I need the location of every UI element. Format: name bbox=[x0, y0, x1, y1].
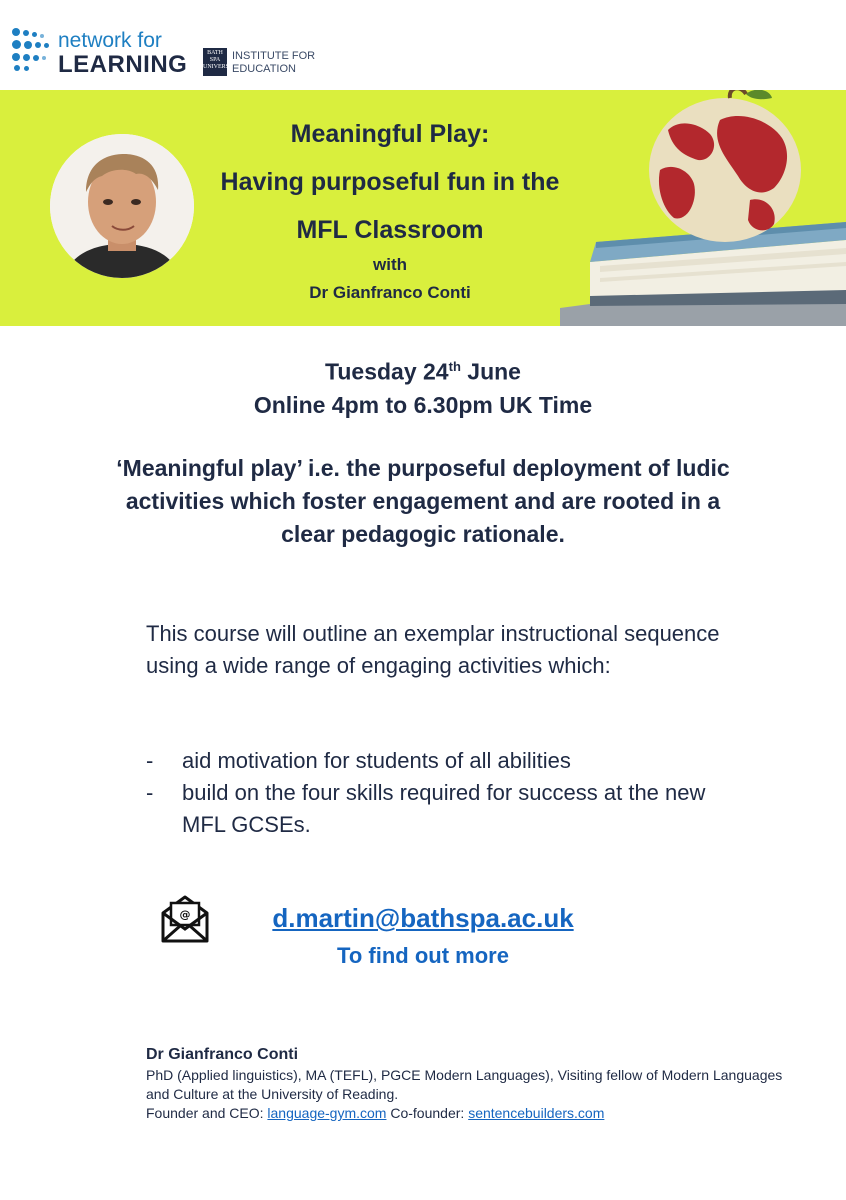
founder-label: Founder and CEO: bbox=[146, 1105, 268, 1121]
institute-line2: EDUCATION bbox=[232, 63, 296, 75]
network-line2: LEARNING bbox=[58, 51, 188, 78]
bullet-dash: - bbox=[146, 748, 154, 773]
event-date bbox=[0, 350, 846, 389]
title-line2: Having purposeful fun in the bbox=[220, 168, 560, 196]
language-gym-link[interactable]: language-gym.com bbox=[267, 1105, 387, 1121]
institute-wordmark bbox=[232, 50, 315, 76]
title-line1: Meaningful Play: bbox=[290, 120, 490, 148]
date-month: June bbox=[460, 358, 521, 385]
date-day: Tuesday 24 bbox=[325, 358, 449, 385]
sentencebuilders-link[interactable]: sentencebuilders.com bbox=[468, 1105, 605, 1121]
apple-on-books-icon bbox=[560, 90, 846, 326]
list-item bbox=[146, 745, 746, 777]
bullet-text: build on the four skills required for success at the new MFL GCSEs. bbox=[182, 780, 706, 837]
institute-line1: INSTITUTE FOR bbox=[232, 50, 316, 62]
cofounder-label: Co-founder: bbox=[386, 1105, 469, 1121]
svg-text:@: @ bbox=[179, 908, 191, 921]
network-for-learning-wordmark bbox=[58, 30, 187, 77]
event-time: Online 4pm to 6.30pm UK Time bbox=[253, 391, 593, 418]
bio-name: Dr Gianfranco Conti bbox=[146, 1046, 299, 1063]
network-line1: network for bbox=[58, 29, 162, 52]
bullet-list bbox=[146, 745, 746, 841]
banner-title bbox=[180, 110, 600, 307]
bio-credentials: PhD (Applied linguistics), MA (TEFL), PGCE Modern Languages), Visiting fellow of Modern Languages and Culture at the University of Reading. bbox=[146, 1067, 783, 1102]
event-banner bbox=[0, 90, 846, 326]
speaker-photo-icon bbox=[50, 134, 194, 278]
date-suffix: th bbox=[448, 359, 461, 374]
speaker-portrait bbox=[50, 134, 194, 278]
title-line3: MFL Classroom bbox=[296, 216, 484, 244]
bath-spa-logo: BATH SPA UNIVERSITY bbox=[203, 48, 227, 76]
event-datetime bbox=[0, 350, 846, 422]
speaker-name: Dr Gianfranco Conti bbox=[309, 283, 471, 302]
find-out-more-text: To find out more bbox=[337, 943, 509, 968]
bio-text bbox=[146, 1066, 786, 1123]
bullet-dash: - bbox=[146, 780, 154, 805]
contact-email-link[interactable]: d.martin@bathspa.ac.uk bbox=[272, 903, 574, 933]
header bbox=[0, 0, 846, 90]
list-item bbox=[146, 777, 746, 841]
meaningful-play-quote: ‘Meaningful play’ i.e. the purposeful deployment of ludic activities which foster engagement and are rooted in a clear pedagogic rationale. bbox=[116, 455, 730, 547]
bullet-text: aid motivation for students of all abilities bbox=[182, 748, 571, 773]
title-with: with bbox=[373, 255, 407, 274]
course-intro: This course will outline an exemplar instructional sequence using a wide range of engaging activities which: bbox=[146, 621, 720, 678]
speaker-bio bbox=[146, 1044, 786, 1123]
